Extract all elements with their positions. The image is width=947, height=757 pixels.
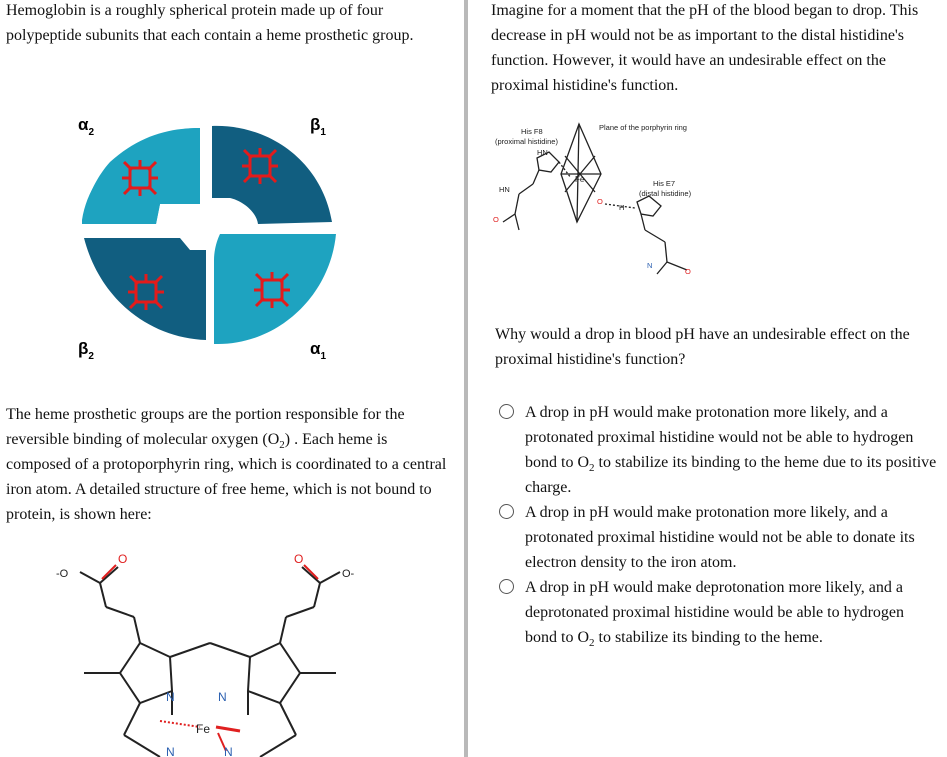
subunit-beta2-shape bbox=[84, 238, 206, 340]
subunit-alpha1-shape bbox=[214, 234, 336, 344]
n-label: N bbox=[166, 745, 175, 757]
n-label-right: N bbox=[647, 261, 653, 270]
right-panel bbox=[471, 0, 947, 757]
n-label: N bbox=[166, 690, 175, 704]
answer-option-text: A drop in pH would make protonation more likely, and a protonated proximal histidine would not be able to donate its electron density to the iron atom. bbox=[525, 504, 915, 571]
his-e7-label: His E7 bbox=[653, 179, 676, 188]
distal-label: (distal histidine) bbox=[639, 189, 692, 198]
subunit-alpha2-shape-b bbox=[82, 128, 200, 224]
heme-description: The heme prosthetic groups are the portion responsible for the reversible binding of molecular oxygen $(O_2)$ . Each heme is composed of a protoporphyrin ring, which is coordinated to a central iron atom. A detailed structure of free heme, which is not bound to protein, is shown here: bbox=[6, 406, 447, 523]
subunit-beta1-shape bbox=[212, 126, 332, 224]
o-top-right: O bbox=[294, 552, 304, 566]
hn-label-2: HN bbox=[499, 185, 510, 194]
n-label: N bbox=[218, 690, 227, 704]
label-alpha1: $\alpha_1$ bbox=[310, 339, 327, 362]
o-minus-right: O- bbox=[342, 568, 355, 580]
n-label: N bbox=[224, 745, 233, 757]
his-f8-label: His F8 bbox=[521, 127, 543, 136]
fe-label-right: Fe bbox=[575, 175, 585, 184]
h-label: H bbox=[619, 203, 625, 212]
o2-label: O bbox=[597, 197, 603, 206]
label-beta2: $\beta_2$ bbox=[78, 339, 94, 362]
label-beta1: $\beta_1$ bbox=[310, 115, 326, 138]
radio-button[interactable] bbox=[499, 504, 514, 519]
question-text: Why would a drop in blood pH have an undesirable effect on the proximal histidine's function? bbox=[495, 326, 910, 368]
answer-option-3[interactable] bbox=[499, 575, 939, 650]
o-minus-left: -O bbox=[56, 568, 69, 580]
answer-option-2[interactable] bbox=[499, 500, 939, 575]
o-label: O bbox=[493, 215, 499, 224]
proximal-label: (proximal histidine) bbox=[495, 137, 558, 146]
answer-option-text: A drop in pH would make deprotonation more likely, and a deprotonated proximal histidine would be able to hydrogen bond to $O_2$ to stabilize its binding to the heme. bbox=[525, 579, 905, 649]
ph-intro-text: Imagine for a moment that the pH of the blood began to drop. This decrease in pH would not be as important to the distal histidine's function. However, it would have an undesirable effect on the proximal histidine's function. bbox=[491, 2, 919, 94]
answer-option-text: A drop in pH would make protonation more likely, and a protonated proximal histidine would not be able to hydrogen bond to $O_2$ to stabilize its binding to the heme due to its positive charge. bbox=[525, 404, 937, 496]
panel-divider bbox=[464, 0, 468, 757]
histidine-diagram bbox=[489, 118, 729, 293]
answer-option-1[interactable] bbox=[499, 400, 939, 500]
o-label-right: O bbox=[685, 267, 691, 276]
heme-structure-diagram bbox=[40, 545, 420, 757]
hemoglobin-diagram bbox=[60, 100, 370, 370]
hn-label: HN bbox=[537, 148, 548, 157]
intro-text: Hemoglobin is a roughly spherical protein made up of four polypeptide subunits that each contain a heme prosthetic group. bbox=[6, 2, 414, 44]
radio-button[interactable] bbox=[499, 404, 514, 419]
o-top-left: O bbox=[118, 552, 128, 566]
fe-label: Fe bbox=[196, 722, 211, 736]
label-alpha2: $\alpha_2$ bbox=[78, 115, 95, 138]
left-panel bbox=[0, 0, 462, 757]
radio-button[interactable] bbox=[499, 579, 514, 594]
answer-options bbox=[499, 400, 939, 650]
plane-label: Plane of the porphyrin ring bbox=[599, 123, 687, 132]
